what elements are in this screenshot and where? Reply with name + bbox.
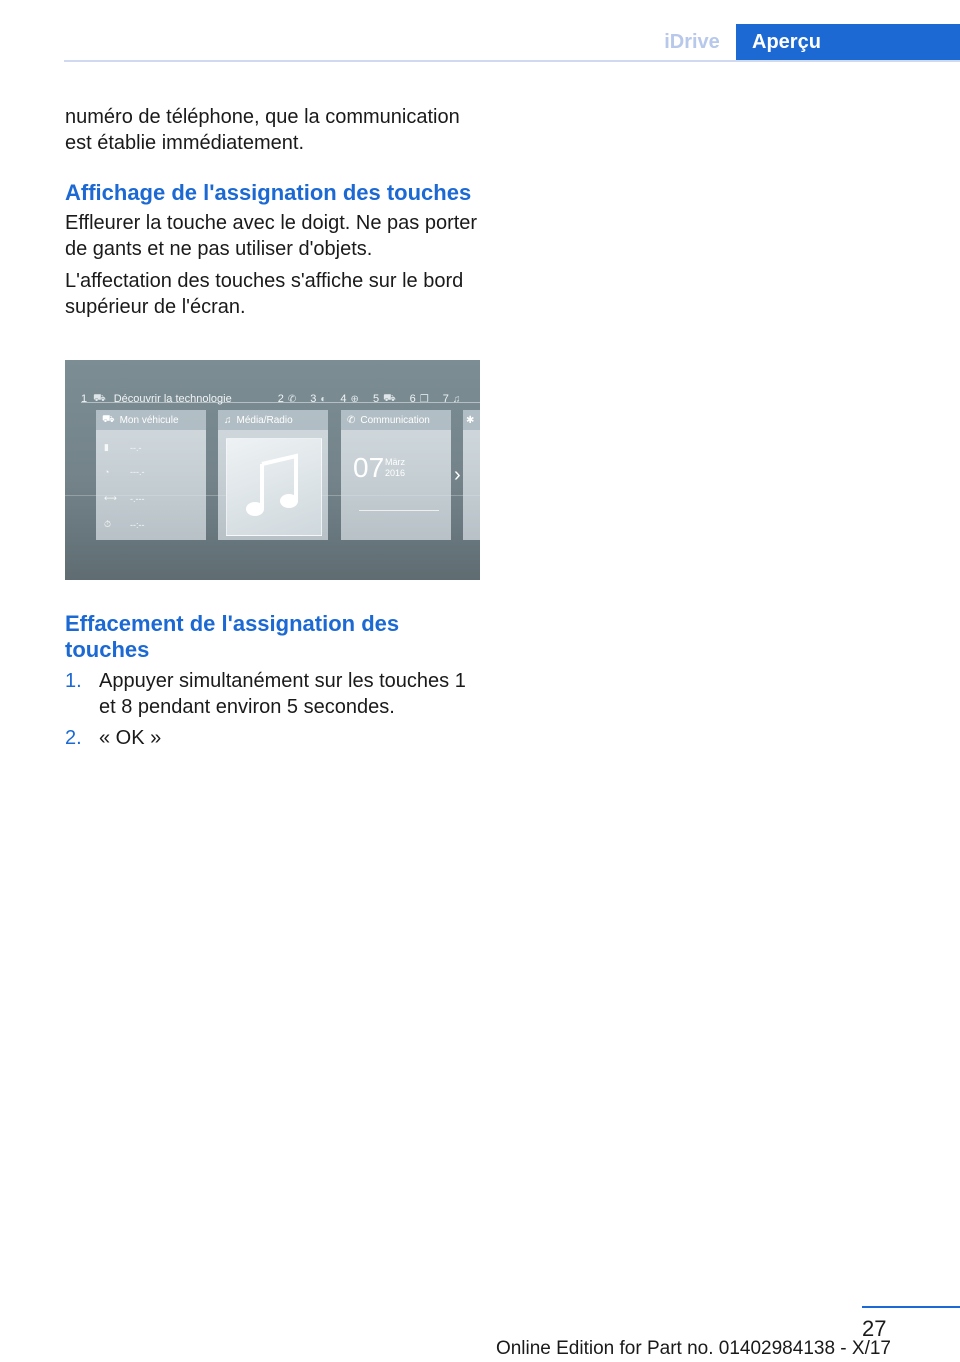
- vehicle-value-fuel: --.-: [130, 442, 142, 453]
- phone-icon: ✆: [287, 393, 297, 405]
- display-paragraph-2: L'affectation des touches s'affiche sur le bord supérieur de l'écran.: [65, 270, 464, 318]
- music-note-icon: ♫: [224, 414, 232, 426]
- header-rule: [64, 60, 960, 62]
- settings-icon: ✱: [466, 414, 475, 426]
- vehicle-row-speed: [104, 467, 145, 477]
- tile-divider: [359, 510, 439, 511]
- fuel-icon: ▮: [104, 442, 109, 452]
- page-number: 27: [862, 1316, 887, 1341]
- vehicle-row-fuel: [104, 442, 142, 453]
- tile-label-vehicle: Mon véhicule: [119, 414, 179, 426]
- step-text: « OK »: [99, 727, 162, 749]
- favorite-number-7: 7: [442, 393, 449, 405]
- vehicle-icon: ⛟: [383, 392, 396, 404]
- calendar-month-year: [385, 457, 405, 479]
- favorite-number-6: 6: [409, 393, 416, 405]
- vehicle-value-range: -.---: [130, 493, 145, 504]
- section-clear: [65, 611, 483, 663]
- favorite-number-5: 5: [372, 393, 380, 405]
- step-number: 2.: [65, 727, 82, 749]
- favorite-number-2: 2: [277, 393, 284, 405]
- section-display: [65, 180, 483, 320]
- music-icon: ♫: [452, 393, 461, 405]
- globe-icon: ⊕: [350, 393, 359, 405]
- list-item: [65, 725, 483, 751]
- phone-icon: ✆: [347, 414, 356, 426]
- calendar-year: 2016: [385, 468, 406, 478]
- edition-note: Online Edition for Part no. 01402984138 - X/17: [495, 1338, 891, 1359]
- favorite-number-4: 4: [340, 393, 347, 405]
- album-art-placeholder: [226, 438, 322, 536]
- tile-header-next: [463, 410, 480, 430]
- intro-block: [65, 104, 483, 156]
- tile-communication: [341, 410, 451, 540]
- header-section-tab: iDrive: [664, 31, 720, 53]
- car-icon: ⛟: [93, 392, 106, 404]
- tile-header-vehicle: [96, 410, 206, 430]
- favorite-number-3: 3: [310, 393, 317, 405]
- chevron-right-icon: ›: [454, 464, 461, 486]
- vehicle-row-time: [104, 519, 145, 530]
- tile-next-partial: [463, 410, 480, 540]
- header-chapter-tab: Aperçu: [736, 24, 960, 61]
- section-heading-display: Affichage de l'assignation des touches: [65, 180, 472, 205]
- tile-header-media: [218, 410, 328, 430]
- section-heading-clear: Effacement de l'assignation des touches: [65, 611, 400, 662]
- calendar-day: 07: [353, 452, 385, 483]
- tile-media-radio: [218, 410, 328, 540]
- footer-rule: [862, 1306, 960, 1308]
- tile-header-communication: [341, 410, 451, 430]
- music-note-icon: [244, 452, 304, 522]
- vehicle-value-time: --:--: [130, 519, 145, 530]
- favorite-label-1: Découvrir la technologie: [113, 393, 232, 405]
- step-number: 1.: [65, 670, 82, 692]
- tile-label-media: Média/Radio: [236, 414, 293, 426]
- navigation-icon: ◐: [320, 393, 327, 405]
- gauge-icon: ◔: [104, 467, 110, 477]
- copy-icon: ❐: [419, 393, 429, 405]
- display-paragraph-1: Effleurer la touche avec le doigt. Ne pas porter de gants et ne pas utiliser d'objets.: [65, 212, 478, 260]
- idrive-screen-figure: [65, 360, 480, 580]
- range-icon: ⟷: [104, 493, 117, 503]
- vehicle-row-range: [104, 493, 145, 504]
- favorite-number-1: 1: [81, 393, 88, 405]
- tile-my-vehicle: [96, 410, 206, 540]
- favorite-buttons-bar: [81, 391, 480, 407]
- vehicle-value-speed: ---.-: [130, 467, 145, 477]
- intro-paragraph: numéro de téléphone, que la communication est établie immédiatement.: [65, 106, 460, 154]
- status-bar-underline: [81, 402, 480, 403]
- list-item: [65, 668, 483, 720]
- step-text: Appuyer simultanément sur les touches 1 et 8 pendant environ 5 secondes.: [99, 670, 466, 718]
- car-icon: ⛟: [102, 413, 115, 425]
- clock-icon: ⏱: [104, 519, 112, 529]
- calendar-month: März: [385, 457, 405, 467]
- tile-label-communication: Communication: [360, 414, 430, 426]
